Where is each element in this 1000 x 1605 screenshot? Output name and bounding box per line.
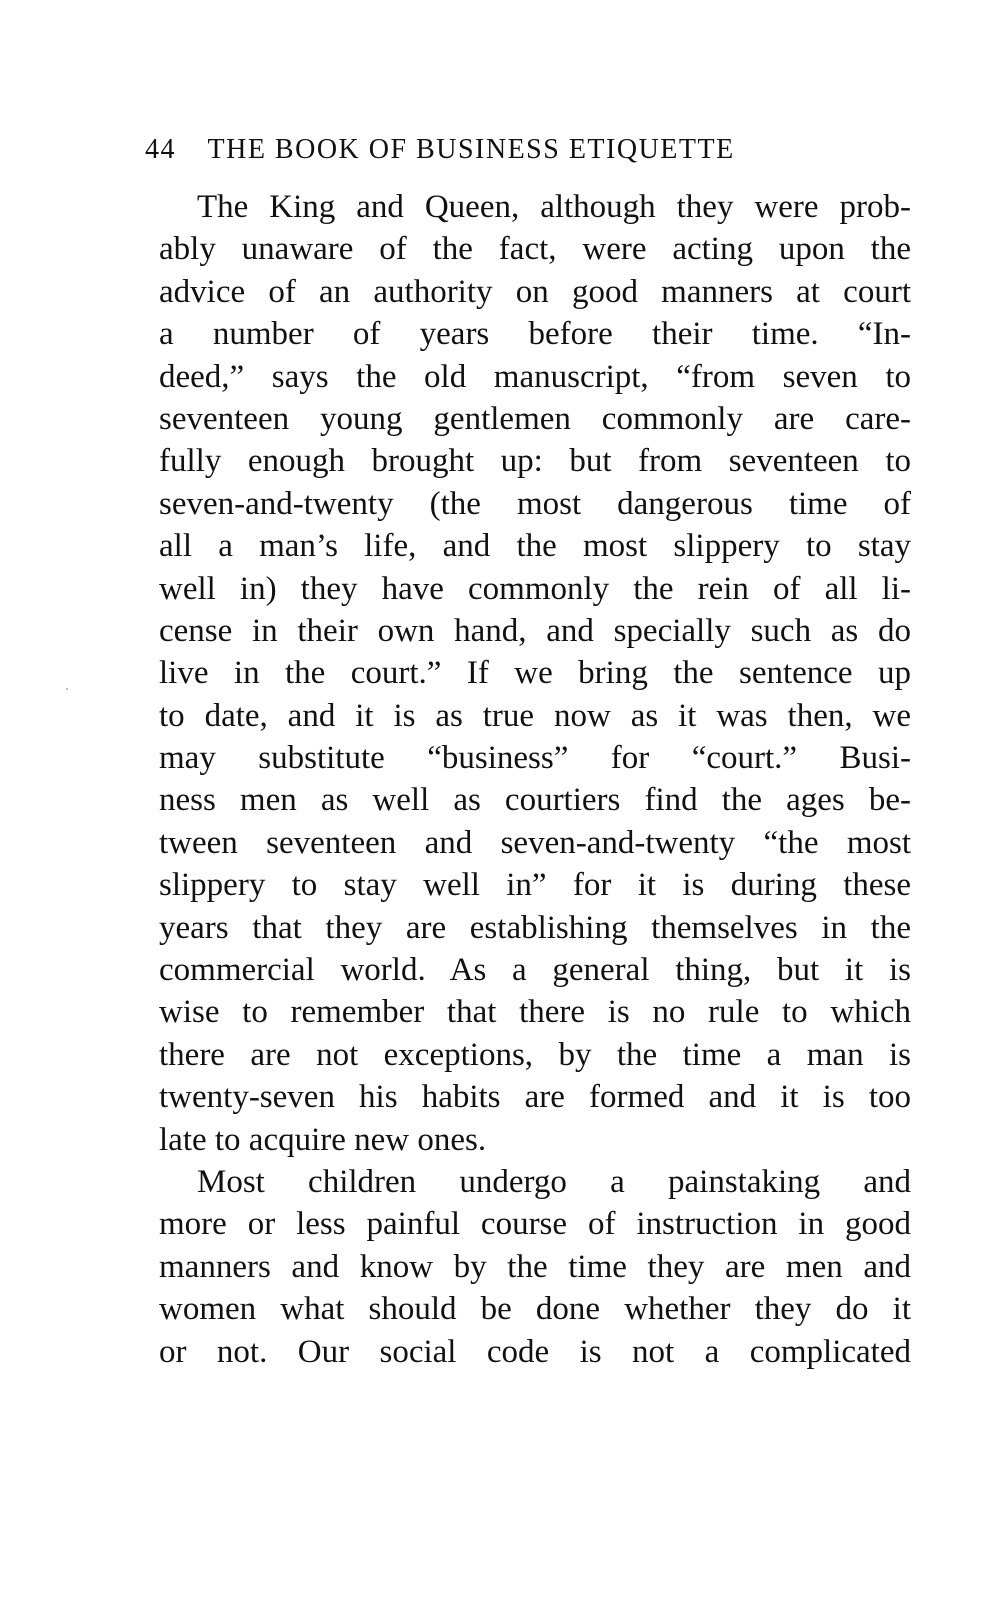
text-line: deed,” says the old manuscript, “from seven to — [159, 358, 911, 395]
text-line: wise to remember that there is no rule to which — [159, 994, 911, 1031]
text-line: more or less painful course of instruction in good — [159, 1206, 911, 1243]
text-line: all a man’s life, and the most slippery to stay — [159, 528, 911, 565]
paragraph — [159, 1161, 911, 1373]
text-line: there are not exceptions, by the time a man is — [159, 1036, 911, 1073]
text-line: a number of years before their time. “In- — [159, 316, 911, 353]
text-line: ably unaware of the fact, were acting upon the — [159, 231, 911, 268]
text-line: may substitute “business” for “court.” Busi- — [159, 740, 911, 777]
paragraph — [159, 186, 911, 1161]
text-line: to date, and it is as true now as it was then, we — [159, 697, 911, 734]
body-text — [159, 186, 911, 1373]
text-line: late to acquire new ones. — [159, 1121, 487, 1158]
text-line: commercial world. As a general thing, but it is — [159, 952, 911, 989]
text-line: seven-and-twenty (the most dangerous time of — [159, 485, 911, 522]
text-line: live in the court.” If we bring the sentence up — [159, 655, 911, 692]
text-line: twenty-seven his habits are formed and it is too — [159, 1079, 911, 1116]
text-line: manners and know by the time they are men and — [159, 1248, 911, 1285]
text-line: The King and Queen, although they were prob- — [197, 189, 911, 225]
text-line: seventeen young gentlemen commonly are care- — [159, 400, 911, 437]
text-line: ness men as well as courtiers find the ages be- — [159, 782, 911, 819]
text-line: tween seventeen and seven-and-twenty “the most — [159, 824, 911, 861]
text-line: women what should be done whether they do it — [159, 1291, 911, 1328]
text-line: advice of an authority on good manners at court — [159, 273, 911, 310]
running-head — [145, 133, 845, 167]
text-line: or not. Our social code is not a complicated — [159, 1333, 911, 1370]
text-line: years that they are establishing themselves in the — [159, 909, 911, 946]
text-line: cense in their own hand, and specially such as do — [159, 612, 911, 649]
text-line: slippery to stay well in” for it is during these — [159, 867, 911, 904]
text-line: fully enough brought up: but from seventeen to — [159, 443, 911, 480]
text-line: Most children undergo a painstaking and — [197, 1163, 911, 1200]
text-line: well in) they have commonly the rein of all li- — [159, 570, 911, 607]
page-number: 44 — [145, 134, 176, 165]
book-title: THE BOOK OF BUSINESS ETIQUETTE — [207, 134, 735, 165]
margin-mark — [66, 688, 68, 690]
